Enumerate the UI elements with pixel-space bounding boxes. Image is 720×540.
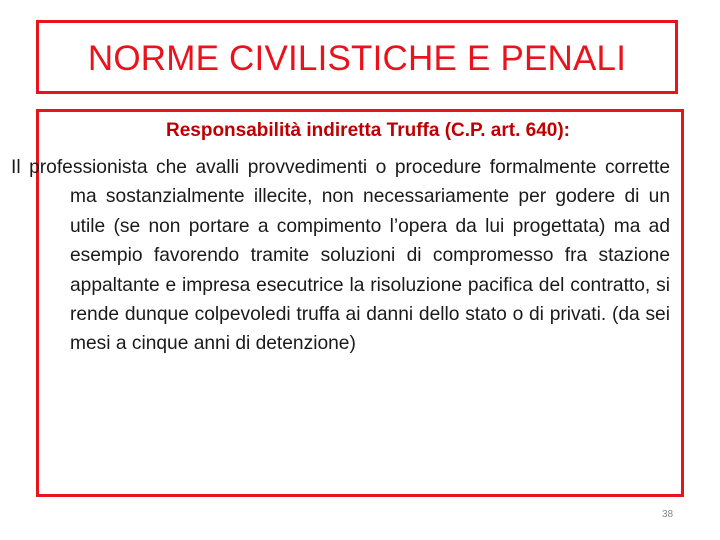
title-box	[36, 20, 678, 94]
page-number: 38	[662, 509, 674, 520]
slide-title: NORME CIVILISTICHE E PENALI	[87, 39, 627, 78]
subheading: Responsabilità indiretta Truffa (C.P. art. 640):	[165, 120, 571, 141]
body-paragraph: Il professionista che avalli provvedimenti o procedure formalmente corrette ma sostanzialmente illecite, non necessariamente per godere di un utile (se non portare a compimento l’opera da lui progettata) ma ad esempio favorendo tramite soluzioni di compromesso fra stazione appaltante e impresa esecutrice la risoluzione pacifica del contratto, si rende dunque colpevoledi truffa ai danni dello stato o di privati. (da sei mesi a cinque anni di detenzione)	[11, 157, 670, 355]
